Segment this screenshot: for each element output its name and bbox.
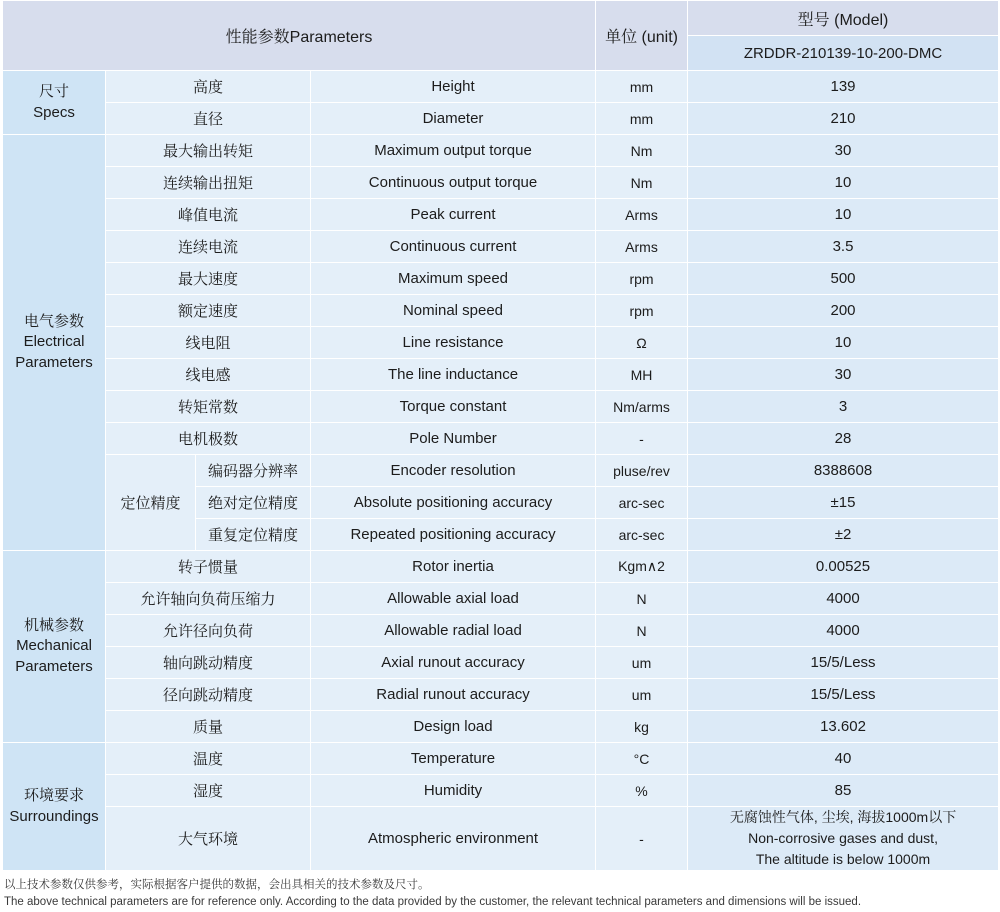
row-unit: mm (596, 71, 688, 103)
row-unit: N (596, 615, 688, 647)
row-en-label: Pole Number (311, 423, 596, 455)
row-value: 13.602 (688, 711, 999, 743)
row-value: 8388608 (688, 455, 999, 487)
row-unit: Nm/arms (596, 391, 688, 423)
row-en-label: Maximum speed (311, 263, 596, 295)
row-cn-label: 最大速度 (106, 263, 311, 295)
table-row (3, 359, 999, 391)
row-value: 0.00525 (688, 551, 999, 583)
row-en-label: Axial runout accuracy (311, 647, 596, 679)
row-en-label: Allowable axial load (311, 583, 596, 615)
table-row (3, 103, 999, 135)
row-cn-label: 轴向跳动精度 (106, 647, 311, 679)
table-row (3, 647, 999, 679)
footnote-chinese: 以上技术参数仅供参考，实际根据客户提供的数据，会出具相关的技术参数及尺寸。 (4, 879, 430, 891)
footnote (0, 871, 1000, 912)
group-specs: 尺寸 Specs (3, 71, 106, 135)
row-en-label: Peak current (311, 199, 596, 231)
row-unit: kg (596, 711, 688, 743)
table-row (3, 711, 999, 743)
row-value: 500 (688, 263, 999, 295)
row-unit: mm (596, 103, 688, 135)
row-cn-label: 最大输出转矩 (106, 135, 311, 167)
row-cn-label: 额定速度 (106, 295, 311, 327)
header-model-value: ZRDDR-210139-10-200-DMC (688, 36, 999, 71)
row-cn-label: 湿度 (106, 775, 311, 807)
row-value: 15/5/Less (688, 647, 999, 679)
row-value: ±15 (688, 487, 999, 519)
row-unit: arc-sec (596, 487, 688, 519)
row-cn-label: 绝对定位精度 (196, 487, 311, 519)
row-unit: Nm (596, 167, 688, 199)
header-parameters: 性能参数Parameters (3, 1, 596, 71)
row-en-label: Temperature (311, 743, 596, 775)
row-unit: °C (596, 743, 688, 775)
row-en-label: Maximum output torque (311, 135, 596, 167)
row-value: ±2 (688, 519, 999, 551)
row-en-label: Atmospheric environment (311, 807, 596, 871)
table-row (3, 167, 999, 199)
row-en-label: Continuous output torque (311, 167, 596, 199)
row-unit: Arms (596, 199, 688, 231)
row-cn-label: 大气环境 (106, 807, 311, 871)
row-value: 10 (688, 327, 999, 359)
row-value: 4000 (688, 583, 999, 615)
row-cn-label: 高度 (106, 71, 311, 103)
header-model: 型号 (Model) (688, 1, 999, 36)
specifications-table (2, 0, 999, 871)
row-value: 85 (688, 775, 999, 807)
row-value: 10 (688, 199, 999, 231)
row-cn-label: 径向跳动精度 (106, 679, 311, 711)
table-header-row (3, 1, 999, 36)
table-row (3, 551, 999, 583)
row-cn-label: 峰值电流 (106, 199, 311, 231)
row-en-label: The line inductance (311, 359, 596, 391)
row-unit: Ω (596, 327, 688, 359)
table-row (3, 455, 999, 487)
table-row (3, 679, 999, 711)
row-value: 15/5/Less (688, 679, 999, 711)
row-unit: pluse/rev (596, 455, 688, 487)
row-cn-label: 连续电流 (106, 231, 311, 263)
row-en-label: Nominal speed (311, 295, 596, 327)
group-mechanical: 机械参数 Mechanical Parameters (3, 551, 106, 743)
row-unit: um (596, 647, 688, 679)
row-cn-label: 电机极数 (106, 423, 311, 455)
row-unit: rpm (596, 295, 688, 327)
group-surroundings: 环境要求 Surroundings (3, 743, 106, 871)
group-electrical: 电气参数 Electrical Parameters (3, 135, 106, 551)
row-cn-label: 重复定位精度 (196, 519, 311, 551)
row-cn-label: 质量 (106, 711, 311, 743)
row-en-label: Radial runout accuracy (311, 679, 596, 711)
table-row (3, 807, 999, 871)
row-unit: Arms (596, 231, 688, 263)
row-en-label: Torque constant (311, 391, 596, 423)
footnote-english: The above technical parameters are for reference only. According to the data provided by the customer, the relevant technical parameters and dimensions will be issued. (4, 896, 862, 909)
row-cn-label: 允许径向负荷 (106, 615, 311, 647)
table-row (3, 295, 999, 327)
row-unit: N (596, 583, 688, 615)
row-value: 30 (688, 359, 999, 391)
row-unit: um (596, 679, 688, 711)
row-en-label: Rotor inertia (311, 551, 596, 583)
row-value: 无腐蚀性气体, 尘埃, 海拔1000m以下 Non-corrosive gases and dust, The altitude is below 1000m (688, 807, 999, 871)
row-unit: % (596, 775, 688, 807)
table-row (3, 71, 999, 103)
table-row (3, 583, 999, 615)
row-en-label: Design load (311, 711, 596, 743)
row-unit: MH (596, 359, 688, 391)
row-value: 200 (688, 295, 999, 327)
row-en-label: Continuous current (311, 231, 596, 263)
row-value: 28 (688, 423, 999, 455)
row-en-label: Humidity (311, 775, 596, 807)
row-cn-label: 转子惯量 (106, 551, 311, 583)
row-en-label: Line resistance (311, 327, 596, 359)
row-cn-label: 温度 (106, 743, 311, 775)
row-unit: Nm (596, 135, 688, 167)
table-row (3, 743, 999, 775)
row-cn-label: 线电感 (106, 359, 311, 391)
subgroup-accuracy: 定位精度 (106, 455, 196, 551)
row-en-label: Encoder resolution (311, 455, 596, 487)
row-value: 10 (688, 167, 999, 199)
row-en-label: Allowable radial load (311, 615, 596, 647)
row-cn-label: 线电阻 (106, 327, 311, 359)
header-unit: 单位 (unit) (596, 1, 688, 71)
row-value: 40 (688, 743, 999, 775)
row-en-label: Repeated positioning accuracy (311, 519, 596, 551)
table-row (3, 327, 999, 359)
row-cn-label: 转矩常数 (106, 391, 311, 423)
table-row (3, 391, 999, 423)
row-unit: arc-sec (596, 519, 688, 551)
row-en-label: Height (311, 71, 596, 103)
row-value: 3.5 (688, 231, 999, 263)
table-row (3, 263, 999, 295)
row-unit: Kgm∧2 (596, 551, 688, 583)
row-unit: rpm (596, 263, 688, 295)
table-row (3, 199, 999, 231)
row-cn-label: 直径 (106, 103, 311, 135)
row-value: 210 (688, 103, 999, 135)
row-en-label: Absolute positioning accuracy (311, 487, 596, 519)
row-cn-label: 允许轴向负荷压缩力 (106, 583, 311, 615)
table-row (3, 135, 999, 167)
row-value: 30 (688, 135, 999, 167)
row-cn-label: 编码器分辨率 (196, 455, 311, 487)
row-unit: - (596, 807, 688, 871)
table-row (3, 423, 999, 455)
table-row (3, 775, 999, 807)
table-row (3, 615, 999, 647)
table-row (3, 231, 999, 263)
row-value: 4000 (688, 615, 999, 647)
row-unit: - (596, 423, 688, 455)
row-value: 3 (688, 391, 999, 423)
row-cn-label: 连续输出扭矩 (106, 167, 311, 199)
row-en-label: Diameter (311, 103, 596, 135)
row-value: 139 (688, 71, 999, 103)
